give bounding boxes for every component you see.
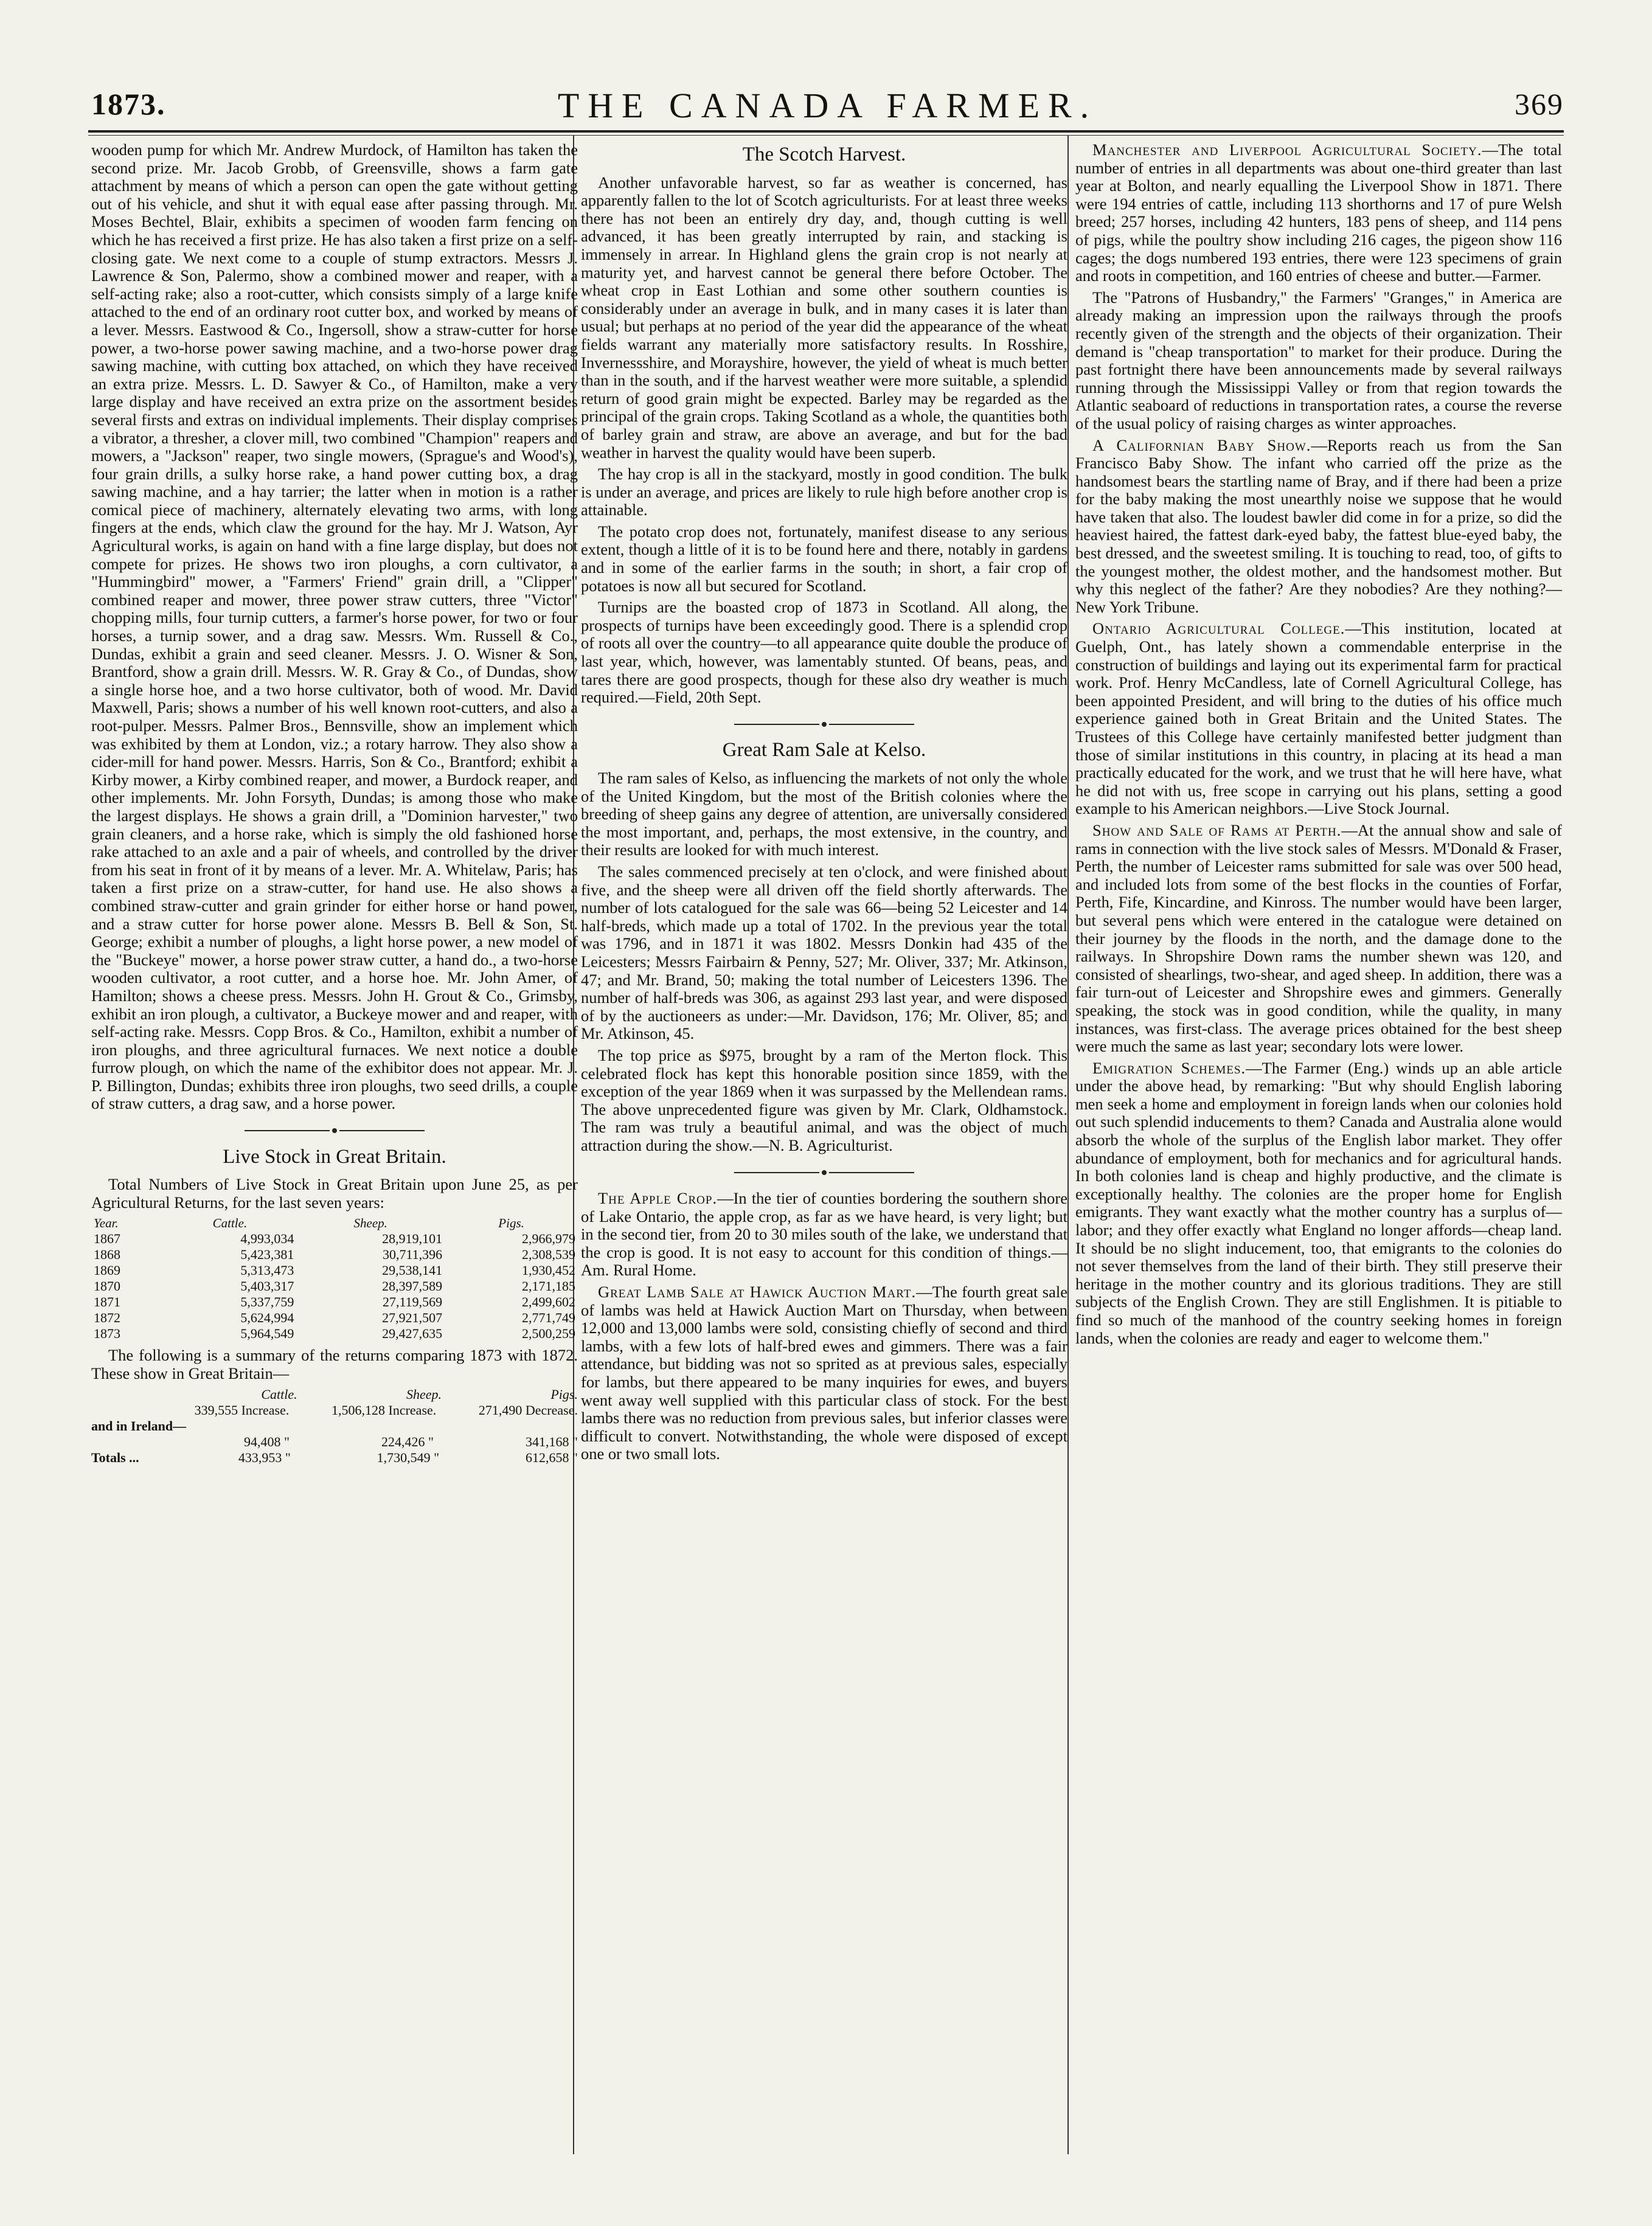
table-cell: 1871: [94, 1294, 120, 1310]
section-separator: [91, 1122, 578, 1140]
comparison-value: 339,555 Increase.: [194, 1402, 290, 1418]
patrons-item: The "Patrons of Husbandry," the Farmers' "Granges," in America are already making an impression upon the railways through the proofs recently given of the strength and the objects of their organization. Their demand is "cheap transportation" to market for their produce. During the past fortnight there have been announcements made by several railways running through the Mississippi Valley or from that region towards the Atlantic seaboard of reductions in transportation rates, a course the reverse of the usual policy of raising charges as winter approaches.: [1075, 288, 1562, 432]
kelso-heading: Great Ram Sale at Kelso.: [722, 739, 926, 761]
comparison-header: Pigs.: [550, 1386, 578, 1402]
column-1: [91, 141, 578, 1468]
ontario-college-lead: Ontario Agricultural College.: [1092, 619, 1345, 638]
comparison-value: 341,168 ": [526, 1434, 578, 1449]
article-paragraph: The ram sales of Kelso, as influencing the markets of not only the whole of the United Kingdom, but the most of the British colonies where the breeding of sheep gains any degree of attention, are universally considered the most important, and, perhaps, the most extensive, in the country, and their results are looked for with much interest.: [581, 769, 1067, 859]
table-cell: 2,500,259: [522, 1326, 575, 1342]
table-header: Cattle.: [212, 1216, 248, 1231]
column-3: [1075, 141, 1562, 1351]
article-paragraph: The top price as $975, brought by a ram of the Merton flock. This celebrated flock has kept this honorable position since 1859, with the exception of the year 1869 when it was surpassed by the Mellendean rams. The above unprecedented figure was given by Mr. Clark, Oldhamstock. The ram was truly a beautiful animal, and was the object of much attraction during the show.—N. B. Agriculturist.: [581, 1045, 1067, 1154]
article-paragraph: Turnips are the boasted crop of 1873 in Scotland. All along, the prospects of turnips have been exceedingly good. There is a splendid crop of roots all over the country—to all appearance quite double the produce of last year, which, however, was lamentably stunted. Of beans, peas, and tares there are good prospects, though for these also dry weather is much required.—Field, 20th Sept.: [581, 598, 1067, 707]
comparison-value: 612,658 ": [526, 1449, 578, 1465]
article-paragraph: The sales commenced precisely at ten o'clock, and were finished about five, and the sheep were all driven off the field shortly afterwards. The number of lots catalogued for the sale was 66—being 52 Leicester and 14 half-breds, which made up a total of 1702. In the previous year the total was 1796, and in 1871 it was 1802. Messrs Donkin had 435 of the Leicesters; Messrs Fairbairn & Penny, 527; Mr. Oliver, 337; Mr. Atkinson, 47; and Mr. Brand, 50; making the total number of Leicesters 1396. The number of half-breds was 306, as against 293 last year, and were disposed of by the auctioneers as under:—Mr. Davidson, 176; Mr. Oliver, 85; and Mr. Atkinson, 45.: [581, 862, 1067, 1043]
comparison-value: 1,506,128 Increase.: [331, 1402, 437, 1418]
table-row: [91, 1310, 578, 1326]
table-cell: 1868: [94, 1247, 120, 1263]
livestock-table: [91, 1215, 578, 1342]
apple-crop-text: —In the tier of counties bordering the southern shore of Lake Ontario, the apple crop, as far as we have heard, is very light; but in the second tier, from 20 to 30 miles south of the lake, we understand that the crop is good. It is not easy to account for this condition of things.—Am. Rural Home.: [581, 1189, 1067, 1280]
comparison-header: Sheep.: [406, 1386, 442, 1402]
comparison-gb-row: [91, 1403, 578, 1418]
table-cell: 1872: [94, 1310, 120, 1326]
table-cell: 2,308,539: [522, 1247, 575, 1263]
masthead-rule: [88, 130, 1564, 133]
table-cell: 2,771,749: [522, 1310, 575, 1326]
column-2: [581, 141, 1067, 1467]
table-cell: 28,919,101: [382, 1231, 443, 1247]
manchester-item: [1075, 141, 1562, 285]
comparison-totals-row: [91, 1450, 578, 1466]
table-cell: 29,538,141: [382, 1263, 443, 1278]
section-separator: [581, 715, 1067, 733]
table-cell: 4,993,034: [240, 1231, 294, 1247]
table-row: [91, 1278, 578, 1294]
baby-show-text: —Reports reach us from the San Francisco Baby Show. The infant who carried off the prize as the handsomest bears the startling name of Bray, and if there had been a prize for the baby making the most unearthly noise we suppose that he would have taken that also. The loudest bawler did come in for a prize, so did the heaviest haired, the fattest dark-eyed baby, the fattest blue-eyed baby, the best dressed, and the sweetest smiling. It is touching to read, too, of gifts to the youngest mother, the oldest mother, and the handsomest mother. But why this neglect of the father? Are they nobodies? Are they nothing?—New York Tribune.: [1075, 435, 1562, 616]
perth-rams-item: [1075, 822, 1562, 1056]
table-cell: 1,930,452: [522, 1263, 575, 1278]
comparison-value: 1,730,549 ": [377, 1449, 440, 1465]
table-header: Year.: [94, 1216, 119, 1231]
article-paragraph: Another unfavorable harvest, so far as weather is concerned, has apparently fallen to the lot of Scotch agriculturists. For at least three weeks there has not been an entirely dry day, and, though cutting is well advanced, it has been greatly interrupted by rain, and stacking is immensely in arrear. In Highland glens the grain crop is not nearly at maturity yet, and harvest cannot be general there before October. The wheat crop in East Lothian and some other southern counties is considerably under an average in bulk, and in many cases it is later than usual; but perhaps at no period of the year did the appearance of the wheat fields warrant any materially more satisfactory results. In Rosshire, Invernessshire, and Morayshire, however, the yield of wheat is much better than in the south, and if the harvest weather were more suitable, a splendid return of good grain might be expected. Barley may be regarded as the principal of the grain crops. Taking Scotland as a whole, the quantities both of barley grain and straw, are above an average, and but for the bad weather in harvest the quality would have been superb.: [581, 173, 1067, 462]
masthead-rule-thin: [88, 135, 1564, 136]
hawick-sale-text: —The fourth great sale of lambs was held at Hawick Auction Mart on Thursday, when between 12,000 and 13,000 lambs were sold, consisting chiefly of second and third lambs, with a few lots of half-bred ewes and gimmers. There was a fair attendance, but bidding was not so sprited as at previous sales, especially for lambs, but there appeared to be many inquiries for ewes, and buyers went away well supplied with this particular class of stock. For the best lambs there was no reduction from previous sales, but inferior classes were difficult to convert. Notwithstanding, the whole were disposed of except one or two small lots.: [581, 1283, 1067, 1463]
ireland-label-row: [91, 1418, 578, 1434]
ireland-label: and in Ireland—: [91, 1418, 187, 1434]
apple-crop-item: [581, 1190, 1067, 1280]
table-cell: 5,423,381: [240, 1247, 294, 1263]
column-divider-2: [1067, 135, 1069, 2154]
table-row: [91, 1326, 578, 1342]
perth-rams-lead: Show and Sale of Rams at Perth.: [1092, 820, 1342, 839]
table-cell: 5,403,317: [240, 1278, 294, 1294]
table-row: [91, 1294, 578, 1310]
section-separator: [581, 1163, 1067, 1181]
table-cell: 2,171,185: [522, 1278, 575, 1294]
livestock-heading: Live Stock in Great Britain.: [223, 1145, 446, 1168]
summary-text: The following is a summary of the returns comparing 1873 with 1872. These show in Great Britain—: [91, 1346, 578, 1383]
newspaper-title: THE CANADA FARMER.: [557, 86, 1098, 125]
masthead: [91, 85, 1564, 128]
perth-rams-text: —At the annual show and sale of rams in connection with the live stock sales of Messrs. M'Donald & Fraser, Perth, the number of Leicester rams submitted for sale was over 500 head, and included lots from some of the best flocks in the counties of Forfar, Perth, Fife, Kincardine, and Kinross. The number would have been larger, but several pens which were entered in the catalogue were detained on their journey by the floods in the north, and the damage done to the railways. In Shropshire Down rams the number shewn was 120, and consisted of shearlings, two-shear, and aged sheep. In addition, there was a fair turn-out of Leicester and Shropshire ewes and gimmers. Generally speaking, the stock was in good condition, while the quality, in many instances, was first-class. The average prices obtained for the best sheep were much the same as last year; secondary lots were lower.: [1075, 820, 1562, 1056]
table-cell: 27,921,507: [382, 1310, 443, 1326]
table-row: [91, 1231, 578, 1247]
comparison-value: 433,953 ": [238, 1449, 291, 1465]
hawick-sale-lead: Great Lamb Sale at Hawick Auction Mart.: [598, 1283, 917, 1302]
hawick-sale-item: [581, 1283, 1067, 1463]
emigration-item: [1075, 1059, 1562, 1348]
baby-show-lead: A Californian Baby Show.: [1092, 435, 1311, 454]
comparison-value: 224,426 ": [381, 1434, 434, 1449]
table-cell: 5,624,994: [240, 1310, 294, 1326]
comparison-ireland-row: [91, 1434, 578, 1450]
comparison-block: [91, 1387, 578, 1466]
table-header: Sheep.: [353, 1216, 387, 1231]
table-header: Pigs.: [498, 1216, 524, 1231]
totals-label: Totals ...: [91, 1449, 139, 1465]
table-cell: 1867: [94, 1231, 120, 1247]
page-number: 369: [1515, 87, 1564, 121]
article-paragraph: The potato crop does not, fortunately, manifest disease to any serious extent, though a little of it is to be found here and there, notably in gardens and in some of the earlier farms in the south; in short, a fair crop of potatoes is now all but secured for Scotland.: [581, 522, 1067, 595]
comparison-header: Cattle.: [261, 1386, 297, 1402]
table-cell: 5,964,549: [240, 1326, 294, 1342]
manchester-text: —The total number of entries in all departments was about one-third greater than last year at Bolton, and nearly equalling the Liverpool Show in 1871. There were 194 entries of cattle, including 113 shorthorns and 17 of pure Welsh breed; 257 horses, including 42 hunters, 183 pens of sheep, and 114 pens of pigs, while the poultry show including 216 cages, the pigeon show 116 cages; the dogs numbered 193 entries, there were 123 specimens of grain and roots in competition, and 160 entries of cheese and butter.—Farmer.: [1075, 140, 1562, 285]
table-cell: 27,119,569: [382, 1294, 443, 1310]
table-row: [91, 1263, 578, 1278]
article-paragraph: The hay crop is all in the stackyard, mostly in good condition. The bulk is under an average, and prices are likely to rule high before another crop is attainable.: [581, 465, 1067, 519]
table-cell: 28,397,589: [382, 1278, 443, 1294]
table-cell: 5,337,759: [240, 1294, 294, 1310]
issue-year: 1873.: [91, 87, 166, 121]
scotch-harvest-heading: The Scotch Harvest.: [742, 144, 906, 165]
ontario-college-item: [1075, 620, 1562, 818]
livestock-intro: Total Numbers of Live Stock in Great Britain upon June 25, as per Agricultural Returns, for the last seven years:: [91, 1175, 578, 1212]
emigration-lead: Emigration Schemes.: [1092, 1058, 1246, 1077]
comparison-value: 271,490 Decrease.: [478, 1402, 578, 1418]
ontario-college-text: —This institution, located at Guelph, Ont., has lately shown a commendable enterprise in the construction of buildings and laying out its experimental farm for practical work. Prof. Henry McCandless, late of Cornell Agricultural College, has been appointed President, and will bring to the duties of his office much experience gained both in Great Britain and the United States. The Trustees of this College have certainly manifested better judgment than those of similar institutions in this country, in placing at its head a man practically educated for the work, and we trust that he will here have, what he did not with us, free scope in carrying out his plans, setting a good example to his American neighbors.—Live Stock Journal.: [1075, 619, 1562, 818]
comparison-value: 94,408 ": [244, 1434, 290, 1449]
table-cell: 1870: [94, 1278, 120, 1294]
table-cell: 2,966,979: [522, 1231, 575, 1247]
implements-paragraph: wooden pump for which Mr. Andrew Murdock, of Hamilton has taken the second prize. Mr. Jacob Grobb, of Greensville, shows a farm gate attachment by means of which a person can open the gate without getting out of his vehicle, and shut it with equal ease after passing through. Mr. Moses Bechtel, Blair, exhibits a specimen of wooden farm fencing on which he has received a first prize. He has also taken a first prize on a self-closing gate. We next come to a couple of stump extractors. Messrs J. Lawrence & Son, Palermo, show a combined mower and reaper, with a self-acting rake; also a root-cutter, which consists simply of a large knife attached to the end of an ordinary root cutter box, and worked by means of a lever. Messrs. Eastwood & Co., Ingersoll, show a straw-cutter for horse power, a two-horse power sawing machine, and a two-horse power drag sawing machine, with cutting box attached, on which they have received an extra prize. Messrs. L. D. Sawyer & Co., of Hamilton, make a very large display and have received an extra prize on the assortment besides several firsts and extras on individual implements. Their display comprises a vibrator, a thresher, a clover mill, two combined "Champion" reapers and mowers, a "Jackson" reaper, two single mowers, (Sprague's and Wood's), four grain drills, a sulky horse rake, a hand power cutting box, a drag sawing machine, and a hay tarrier; the latter when in motion is a rather comical piece of machinery, alternately elevating two arms, with long fingers at the ends, which claw the ground for the hay. Mr J. Watson, Ayr Agricultural works, is again on hand with a fine large display, but does not compete for prizes. He shows two iron ploughs, a corn cultivator, a "Hummingbird" mower, a "Farmers' Friend" grain drill, a "Clipper" combined reaper and mower, three power straw cutters, three "Victor" chopping mills, four turnip cutters, a farmer's horse power, for two or four horses, a turnip sower, and a drag saw. Messrs. Wm. Russell & Co., Dundas, exhibit a grain and seed cleaner. Messrs. J. O. Wisner & Son, Brantford, show a grain drill. Messrs. W. R. Gray & Co., of Dundas, show a single horse hoe, and a two horse cultivator, both of wood. Mr. David Maxwell, Paris; shows a number of his well known root-cutters, and also a root-pulper. Messrs. Palmer Bros., Bennsville, show an implement which was exhibited by them at London, viz.; a rotary harrow. They also show a cider-mill for hand power. Messrs. Harris, Son & Co., Brantford; exhibit a Kirby mower, a Kirby combined reaper, and mower, a Burdock reaper, and other implements. Mr. John Forsyth, Dundas; is among those who make the largest displays. He shows a grain drill, a "Dominion harvester," two grain cleaners, and a horse rake, which is simply the old fashioned horse rake attached to an axle and a pair of wheels, and controlled by the driver from his seat in front of it by means of a lever. Mr. A. Whitelaw, Paris; has taken a first prize on a straw-cutter, for hand use. He also shows a combined straw-cutter and grain grinder for either horse or hand power, and a straw cutter for horse power alone. Messrs B. Bell & Son, St. George; exhibit a number of ploughs, a light horse power, a new model of the "Buckeye" mower, a horse power straw cutter, a hand do., a two-horse wooden cultivator, a root cutter, and a horse hoe. Mr. John Amer, of Hamilton; shows a cheese press. Messrs. John H. Grout & Co., Grimsby, exhibit an iron plough, a cultivator, a Buckeye mower and and reaper, with self-acting rake. Messrs. Copp Bros. & Co., Hamilton, exhibit a number of iron ploughs, and three agricultural furnaces. We next notice a double furrow plough, on which the name of the exhibitor does not appear. Mr. J. P. Billington, Dundas; exhibits three iron ploughs, two seed drills, a couple of straw cutters, a drag saw, and a horse power.: [91, 140, 578, 1113]
table-cell: 5,313,473: [240, 1263, 294, 1278]
table-cell: 29,427,635: [382, 1326, 443, 1342]
baby-show-item: [1075, 437, 1562, 617]
apple-crop-lead: The Apple Crop.: [598, 1189, 718, 1208]
table-row: [91, 1247, 578, 1263]
comparison-headers: [91, 1387, 578, 1403]
table-header-row: [91, 1215, 578, 1231]
table-cell: 1873: [94, 1326, 120, 1342]
table-cell: 2,499,602: [522, 1294, 575, 1310]
table-cell: 1869: [94, 1263, 120, 1278]
manchester-lead: Manchester and Liverpool Agricultural Society.: [1092, 140, 1482, 159]
table-cell: 30,711,396: [382, 1247, 443, 1263]
emigration-text: —The Farmer (Eng.) winds up an able article under the above head, by remarking: "But why should English laboring men seek a home and employment in foreign lands when our colonies hold out such splendid inducements to them? Canada and Australia alone would absorb the whole of the surplus of the English labor market. They offer abundance of employment, both for mechanics and for agricultural hands. In both colonies land is cheap and highly productive, and the climate is exceptionally healthy. The colonies are the proper home for English emigrants. They want exactly what the mother country has a surplus of—labor; and they offer exactly what England no longer affords—cheap land. It should be no slight inducement, too, that emigrants to the colonies do not sever themselves from the land of their birth. They still preserve their heritage in the mother country and its glorious traditions. They are still subjects of the English Crown. They are still Englishmen. It is pitiable to find so much of the manhood of the country seeking homes in foreign lands, when the colonies are ready and eager to welcome them.": [1075, 1058, 1562, 1347]
